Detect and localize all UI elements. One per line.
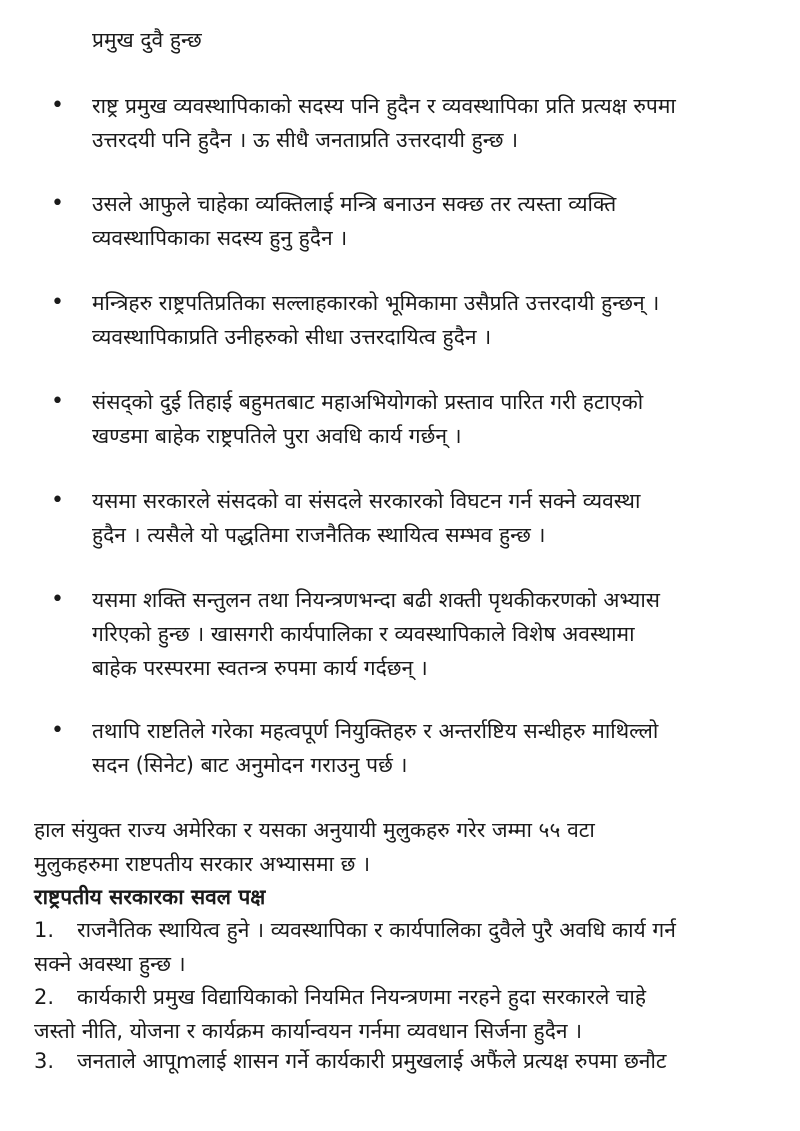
bullet-icon: •	[51, 93, 64, 118]
body-paragraph	[34, 813, 774, 881]
bullet-text-line: यसमा शक्ति सन्तुलन तथा नियन्त्रणभन्दा बढी शक्ती पृथकीकरणको अभ्यास	[92, 588, 660, 612]
list-item	[51, 286, 782, 354]
bullet-text-line: तथापि राष्टतिले गरेका महत्वपूर्ण नियुक्तिहरु र अन्तर्राष्टिय सन्धीहरु माथिल्लो	[92, 719, 659, 743]
item-text-line: राजनैतिक स्थायित्व हुने । व्यवस्थापिका र कार्यपालिका दुवैले पुरै अवधि कार्य गर्न	[77, 918, 676, 942]
list-item	[51, 484, 782, 552]
numbered-item	[34, 980, 774, 1048]
list-item	[51, 187, 782, 255]
bullet-text-line: मन्त्रिहरु राष्ट्रपतिप्रतिका सल्लाहकारको भूमिकामा उसैप्रति उत्तरदायी हुन्छन् ।	[92, 291, 660, 315]
list-item	[51, 583, 782, 685]
bullet-text-line: उसले आफुले चाहेका व्यक्तिलाई मन्त्रि बनाउन सक्छ तर त्यस्ता व्यक्ति	[92, 192, 617, 216]
bullet-text-line: उत्तरदयी पनि हुदैन । ऊ सीधै जनताप्रति उत्तरदायी हुन्छ ।	[92, 128, 519, 152]
item-text-line: जस्तो नीति, योजना र कार्यक्रम कार्यान्वयन गर्नमा व्यवधान सिर्जना हुदैन ।	[34, 1019, 583, 1043]
section-heading: राष्ट्रपतीय सरकारका सवल पक्ष	[34, 885, 266, 909]
list-item	[51, 385, 782, 453]
item-number: 1.	[34, 918, 55, 942]
bullet-icon: •	[51, 587, 64, 612]
list-item	[51, 714, 782, 782]
bullet-text-line: गरिएको हुन्छ । खासगरी कार्यपालिका र व्यवस्थापिकाले विशेष अवस्थामा	[92, 622, 635, 646]
bullet-text-line: बाहेक परस्परमा स्वतन्त्र रुपमा कार्य गर्दछन् ।	[92, 656, 428, 680]
numbered-item	[34, 1044, 774, 1078]
item-number: 2.	[34, 985, 55, 1009]
bullet-text-line: यसमा सरकारले संसदको वा संसदले सरकारको विघटन गर्न सक्ने व्यवस्था	[92, 489, 641, 513]
bullet-icon: •	[51, 290, 64, 315]
bullet-icon: •	[51, 488, 64, 513]
bullet-text-line: राष्ट्र प्रमुख व्यवस्थापिकाको सदस्य पनि हुदैन र व्यवस्थापिका प्रति प्रत्यक्ष रुपमा	[92, 94, 676, 118]
paragraph-line: मुलुकहरुमा राष्टपतीय सरकार अभ्यासमा छ ।	[34, 852, 371, 876]
bullet-icon: •	[51, 191, 64, 216]
bullet-text-line: संसद्को दुई तिहाई बहुमतबाट महाअभियोगको प्रस्ताव पारित गरी हटाएको	[92, 390, 644, 414]
bullet-text-line: सदन (सिनेट) बाट अनुमोदन गराउनु पर्छ ।	[92, 753, 408, 777]
paragraph-line: हाल संयुक्त राज्य अमेरिका र यसका अनुयायी मुलुकहरु गरेर जम्मा ५५ वटा	[34, 818, 595, 842]
bullet-icon: •	[51, 718, 64, 743]
bullet-text-line: व्यवस्थापिकाका सदस्य हुनु हुदैन ।	[92, 226, 348, 250]
bullet-text-line: व्यवस्थापिकाप्रति उनीहरुको सीधा उत्तरदायित्व हुदैन ।	[92, 325, 492, 349]
bullet-text-line: खण्डमा बाहेक राष्ट्रपतिले पुरा अवधि कार्य गर्छन् ।	[92, 424, 462, 448]
item-number: 3.	[34, 1049, 55, 1073]
bullet-text-line: हुदैन । त्यसैले यो पद्धतिमा राजनैतिक स्थायित्व सम्भव हुन्छ ।	[92, 523, 546, 547]
item-text-line: सक्ने अवस्था हुन्छ ।	[34, 952, 186, 976]
item-text-line: जनताले आपूmलाई शासन गर्ने कार्यकारी प्रमुखलाई अफैंले प्रत्यक्ष रुपमा छनौट	[77, 1049, 667, 1073]
intro-line: प्रमुख दुवै हुन्छ	[92, 28, 202, 52]
list-item	[51, 89, 782, 157]
item-text-line: कार्यकारी प्रमुख विद्यायिकाको नियमित नियन्त्रणमा नरहने हुदा सरकारले चाहे	[77, 985, 646, 1009]
numbered-item	[34, 913, 774, 981]
bullet-icon: •	[51, 389, 64, 414]
